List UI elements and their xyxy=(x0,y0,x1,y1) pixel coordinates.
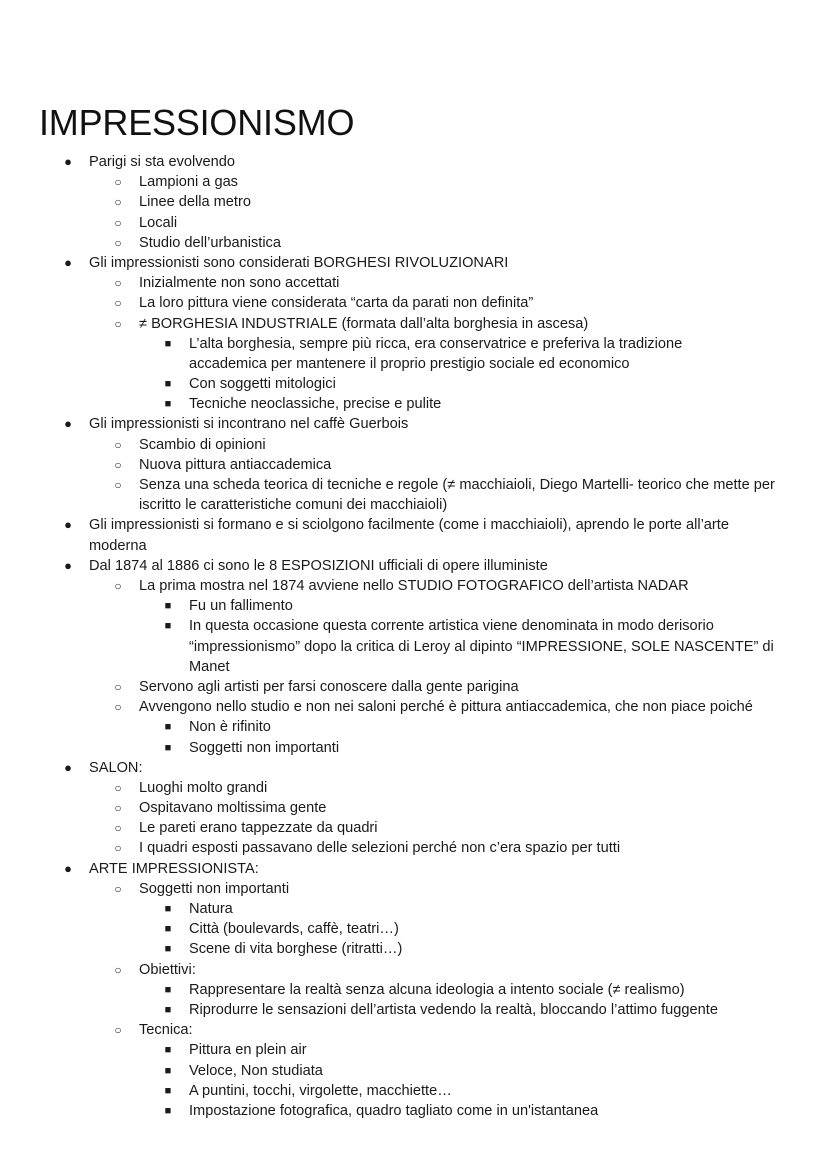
list-item-text: Non è rifinito xyxy=(189,719,271,736)
page-title: IMPRESSIONISMO xyxy=(39,102,355,143)
list-item xyxy=(0,919,828,939)
list-item xyxy=(0,798,828,818)
list-item-text: Tecnica: xyxy=(139,1022,193,1039)
list-item xyxy=(0,414,828,434)
list-item xyxy=(0,314,828,334)
list-item xyxy=(0,677,828,697)
list-item-text: Tecniche neoclassiche, precise e pulite xyxy=(189,396,442,413)
bullet-marker: ● xyxy=(64,860,72,876)
list-item xyxy=(0,980,828,1000)
bullet-marker: ● xyxy=(64,416,72,432)
list-item-text: Gli impressionisti sono considerati BORGHESI RIVOLUZIONARI xyxy=(89,254,509,271)
list-item-text: Luoghi molto grandi xyxy=(139,779,268,796)
bullet-marker: ■ xyxy=(164,903,172,916)
bullet-marker: ○ xyxy=(114,881,122,896)
list-item-text: Gli impressionisti si formano e si sciolgono facilmente (come i macchiaioli), aprendo le porte all’arte moderna xyxy=(89,517,729,554)
bullet-marker: ■ xyxy=(164,943,172,956)
list-item-text: Servono agli artisti per farsi conoscere dalla gente parigina xyxy=(139,678,519,695)
list-item xyxy=(0,899,828,919)
list-item xyxy=(0,960,828,980)
bullet-marker: ● xyxy=(64,759,72,775)
bullet-marker: ■ xyxy=(164,378,172,391)
bullet-marker: ■ xyxy=(164,1064,172,1077)
list-item xyxy=(0,717,828,737)
list-item-text: Studio dell’urbanistica xyxy=(139,234,281,251)
list-item xyxy=(0,697,828,717)
list-item-text: Con soggetti mitologici xyxy=(189,376,336,393)
list-item xyxy=(0,1040,828,1060)
list-item-text: La prima mostra nel 1874 avviene nello STUDIO FOTOGRAFICO dell’artista NADAR xyxy=(139,577,689,594)
list-item xyxy=(0,515,828,555)
bullet-marker: ○ xyxy=(114,841,122,856)
bullet-marker: ○ xyxy=(114,235,122,250)
bullet-marker: ● xyxy=(64,517,72,533)
list-item-text: Impostazione fotografica, quadro tagliato come in un'istantanea xyxy=(189,1102,599,1119)
bullet-marker: ■ xyxy=(164,721,172,734)
bullet-marker: ○ xyxy=(114,195,122,210)
list-item-text: Linee della metro xyxy=(139,194,251,211)
bullet-marker: ■ xyxy=(164,1104,172,1117)
list-item xyxy=(0,1101,828,1121)
bullet-marker: ○ xyxy=(114,437,122,452)
bullet-marker: ■ xyxy=(164,398,172,411)
list-item-text: Senza una scheda teorica di tecniche e regole (≠ macchiaioli, Diego Martelli- teorico che mette per iscritto le caratteristiche comuni dei macchiaioli) xyxy=(139,477,775,514)
bullet-marker: ■ xyxy=(164,1003,172,1016)
bullet-marker: ○ xyxy=(114,821,122,836)
bullet-marker: ■ xyxy=(164,1044,172,1057)
list-item-text: Scambio di opinioni xyxy=(139,436,266,453)
list-item xyxy=(0,939,828,959)
list-item xyxy=(0,556,828,576)
bullet-marker: ■ xyxy=(164,600,172,613)
list-item-text: Fu un fallimento xyxy=(189,598,293,615)
list-item xyxy=(0,293,828,313)
list-item-text: La loro pittura viene considerata “carta da parati non definita” xyxy=(139,295,534,312)
list-item-text: Dal 1874 al 1886 ci sono le 8 ESPOSIZIONI ufficiali di opere illuministe xyxy=(89,557,548,574)
list-item-text: Riprodurre le sensazioni dell’artista vedendo la realtà, bloccando l’attimo fuggente xyxy=(189,1001,718,1018)
bullet-marker: ○ xyxy=(114,700,122,715)
list-item xyxy=(0,435,828,455)
list-item xyxy=(0,1061,828,1081)
list-item-text: Obiettivi: xyxy=(139,961,196,978)
bullet-marker: ● xyxy=(64,254,72,270)
list-item xyxy=(0,475,828,515)
list-item-text: SALON: xyxy=(89,759,143,776)
list-item xyxy=(0,152,828,172)
bullet-marker: ○ xyxy=(114,962,122,977)
bullet-marker: ■ xyxy=(164,741,172,754)
list-item xyxy=(0,213,828,233)
list-item xyxy=(0,192,828,212)
list-item-text: Inizialmente non sono accettati xyxy=(139,275,340,292)
list-item-text: Gli impressionisti si incontrano nel caffè Guerbois xyxy=(89,416,409,433)
list-item-text: Veloce, Non studiata xyxy=(189,1062,323,1079)
list-item-text: Avvengono nello studio e non nei saloni perché è pittura antiaccademica, che non piace poiché xyxy=(139,699,753,716)
list-item xyxy=(0,455,828,475)
list-item xyxy=(0,1000,828,1020)
list-item-text: Nuova pittura antiaccademica xyxy=(139,456,332,473)
bullet-marker: ○ xyxy=(114,780,122,795)
bullet-outline xyxy=(0,152,828,1121)
bullet-marker: ○ xyxy=(114,215,122,230)
list-item xyxy=(0,273,828,293)
bullet-marker: ○ xyxy=(114,276,122,291)
list-item-text: Pittura en plein air xyxy=(189,1042,307,1059)
bullet-marker: ○ xyxy=(114,175,122,190)
bullet-marker: ○ xyxy=(114,316,122,331)
list-item xyxy=(0,738,828,758)
bullet-marker: ■ xyxy=(164,923,172,936)
list-item xyxy=(0,576,828,596)
bullet-marker: ● xyxy=(64,557,72,573)
list-item xyxy=(0,616,828,677)
list-item-text: Ospitavano moltissima gente xyxy=(139,800,327,817)
bullet-marker: ○ xyxy=(114,1023,122,1038)
list-item xyxy=(0,859,828,879)
bullet-marker: ● xyxy=(64,154,72,169)
list-item xyxy=(0,758,828,778)
bullet-marker: ■ xyxy=(164,1084,172,1097)
list-item-text: Le pareti erano tappezzate da quadri xyxy=(139,820,378,837)
list-item-text: Parigi si sta evolvendo xyxy=(89,154,236,170)
bullet-marker: ■ xyxy=(164,620,172,633)
list-item-text: In questa occasione questa corrente artistica viene denominata in modo derisorio “impressionismo” dopo la critica di Leroy al dipinto “IMPRESSIONE, SOLE NASCENTE” di Manet xyxy=(189,618,774,675)
list-item-text: L’alta borghesia, sempre più ricca, era conservatrice e preferiva la tradizione accademica per mantenere il proprio prestigio sociale ed economico xyxy=(189,335,683,372)
bullet-marker: ○ xyxy=(114,457,122,472)
list-item-text: Lampioni a gas xyxy=(139,174,238,191)
list-item xyxy=(0,838,828,858)
bullet-marker: ■ xyxy=(164,337,172,350)
bullet-marker: ○ xyxy=(114,578,122,593)
list-item xyxy=(0,879,828,899)
bullet-marker: ○ xyxy=(114,478,122,493)
list-item xyxy=(0,334,828,374)
bullet-marker: ○ xyxy=(114,801,122,816)
list-item xyxy=(0,818,828,838)
list-item xyxy=(0,778,828,798)
list-item-text: A puntini, tocchi, virgolette, macchiette… xyxy=(189,1082,452,1099)
bullet-marker: ○ xyxy=(114,296,122,311)
list-item xyxy=(0,1081,828,1101)
list-item-text: ≠ BORGHESIA INDUSTRIALE (formata dall’alta borghesia in ascesa) xyxy=(139,315,589,332)
list-item xyxy=(0,253,828,273)
list-item xyxy=(0,172,828,192)
list-item-text: ARTE IMPRESSIONISTA: xyxy=(89,860,259,877)
bullet-marker: ■ xyxy=(164,983,172,996)
list-item-text: Locali xyxy=(139,214,178,231)
list-item-text: Scene di vita borghese (ritratti…) xyxy=(189,941,403,958)
bullet-marker: ○ xyxy=(114,679,122,694)
list-item-text: Natura xyxy=(189,901,233,918)
list-item xyxy=(0,1020,828,1040)
list-item-text: Soggetti non importanti xyxy=(139,880,290,897)
list-item xyxy=(0,374,828,394)
list-item xyxy=(0,394,828,414)
list-item xyxy=(0,596,828,616)
list-item xyxy=(0,233,828,253)
list-item-text: I quadri esposti passavano delle selezioni perché non c’era spazio per tutti xyxy=(139,840,621,857)
list-item-text: Soggetti non importanti xyxy=(189,739,340,756)
list-item-text: Città (boulevards, caffè, teatri…) xyxy=(189,921,399,938)
list-item-text: Rappresentare la realtà senza alcuna ideologia a intento sociale (≠ realismo) xyxy=(189,981,685,998)
